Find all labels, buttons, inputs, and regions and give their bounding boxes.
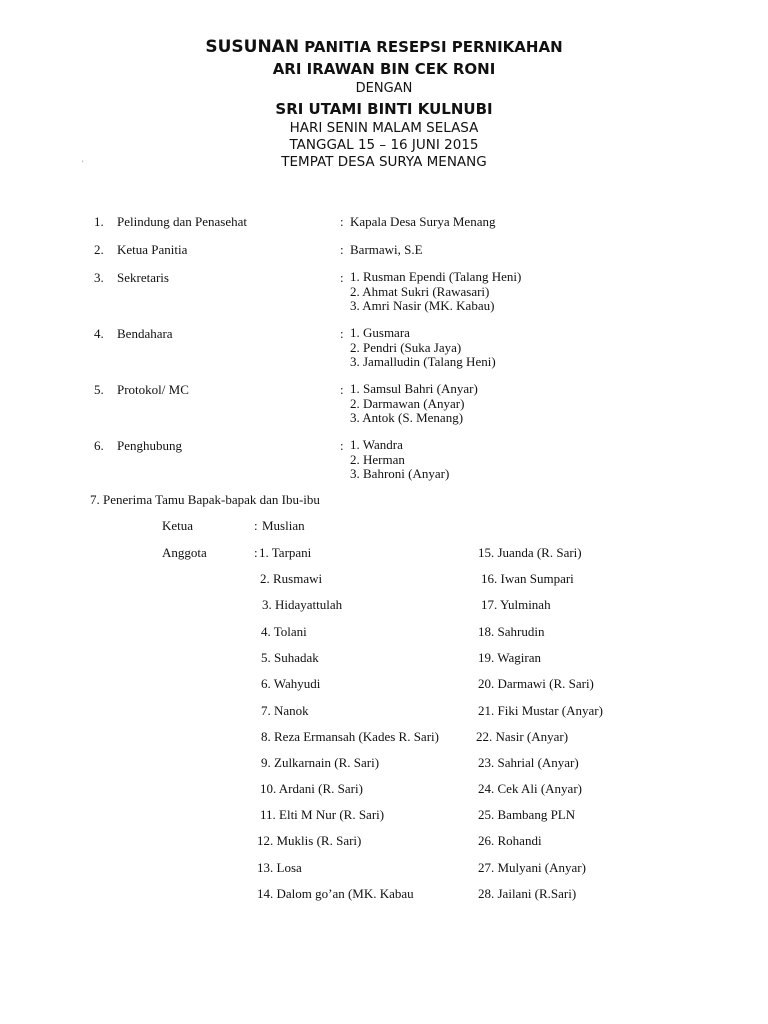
role-value-item: 3. Amri Nasir (MK. Kabau) <box>350 298 495 313</box>
member-item: 14. Dalom go’an (MK. Kabau <box>257 886 414 901</box>
member-item: 2. Rusmawi <box>260 571 323 586</box>
role-value: Kapala Desa Surya Menang <box>350 214 496 229</box>
member-item: 22. Nasir (Anyar) <box>476 729 569 744</box>
dengan-label: DENGAN <box>355 81 413 96</box>
member-item: 12. Muklis (R. Sari) <box>257 833 362 848</box>
member-item: 28. Jailani (R.Sari) <box>478 886 577 901</box>
member-item: 8. Reza Ermansah (Kades R. Sari) <box>261 729 439 744</box>
role-value-item: 3. Antok (S. Menang) <box>350 410 464 425</box>
anggota-colon: : <box>254 545 258 560</box>
title-line <box>0 36 768 58</box>
role-number: 5. <box>94 382 104 397</box>
event-day: HARI SENIN MALAM SELASA <box>289 120 479 136</box>
member-item: 23. Sahrial (Anyar) <box>478 755 579 770</box>
member-item: 16. Iwan Sumpari <box>481 571 574 586</box>
stray-mark: ' <box>82 160 84 167</box>
member-item: 19. Wagiran <box>478 650 541 665</box>
member-item: 1. Tarpani <box>259 545 312 560</box>
groom-name: ARI IRAWAN BIN CEK RONI <box>272 60 496 78</box>
role-value-item: 3. Bahroni (Anyar) <box>350 466 450 481</box>
role-value-item: 1. Wandra <box>350 437 403 452</box>
role-value-item: 2. Darmawan (Anyar) <box>350 395 465 411</box>
role-values <box>350 382 478 426</box>
anggota-label: Anggota <box>162 545 207 560</box>
role-label: Sekretaris <box>117 270 169 285</box>
role-label: Pelindung dan Penasehat <box>117 214 247 229</box>
role-colon: : <box>340 242 344 257</box>
role-value-item: 3. Jamalludin (Talang Heni) <box>350 354 496 369</box>
event-date: TANGGAL 15 – 16 JUNI 2015 <box>289 137 479 153</box>
member-item: 10. Ardani (R. Sari) <box>260 781 363 796</box>
role-value-item: 2. Pendri (Suka Jaya) <box>350 339 462 355</box>
member-item: 25. Bambang PLN <box>478 807 576 822</box>
role-label: Bendahara <box>117 326 173 341</box>
role-number: 1. <box>94 214 104 229</box>
member-item: 21. Fiki Mustar (Anyar) <box>478 703 603 718</box>
role-value-item: 2. Herman <box>350 451 405 467</box>
role-value: Barmawi, S.E <box>350 242 423 257</box>
member-item: 17. Yulminah <box>481 597 551 612</box>
role-number: 3. <box>94 270 104 285</box>
role-colon: : <box>340 326 344 341</box>
role-value-item: 1. Samsul Bahri (Anyar) <box>350 381 478 396</box>
member-item: 27. Mulyani (Anyar) <box>478 860 586 875</box>
ketua-name: Muslian <box>262 518 305 533</box>
role-label: Penghubung <box>117 438 182 453</box>
member-item: 6. Wahyudi <box>261 676 321 691</box>
role-value-item: 1. Rusman Ependi (Talang Heni) <box>350 269 522 284</box>
member-item: 4. Tolani <box>261 624 307 639</box>
role-colon: : <box>340 438 344 453</box>
member-item: 24. Cek Ali (Anyar) <box>478 781 582 796</box>
role-values <box>350 438 449 482</box>
role-colon: : <box>340 270 344 285</box>
member-item: 13. Losa <box>257 860 302 875</box>
role-label: Protokol/ MC <box>117 382 189 397</box>
role-number: 2. <box>94 242 104 257</box>
role-values <box>350 270 521 314</box>
role-values <box>350 326 496 370</box>
member-item: 7. Nanok <box>261 703 309 718</box>
title-susunan: SUSUNAN <box>205 37 300 57</box>
member-item: 26. Rohandi <box>478 833 542 848</box>
role-number: 4. <box>94 326 104 341</box>
role-label: Ketua Panitia <box>117 242 188 257</box>
member-item: 9. Zulkarnain (R. Sari) <box>261 755 380 770</box>
document-header <box>0 36 768 171</box>
role-number: 6. <box>94 438 104 453</box>
member-item: 11. Elti M Nur (R. Sari) <box>260 807 385 822</box>
member-item: 15. Juanda (R. Sari) <box>478 545 582 560</box>
member-item: 20. Darmawi (R. Sari) <box>478 676 594 691</box>
ketua-label: Ketua <box>162 518 194 533</box>
member-item: 5. Suhadak <box>261 650 319 665</box>
ketua-colon: : <box>254 518 258 533</box>
role-value-item: 2. Ahmat Sukri (Rawasari) <box>350 283 490 299</box>
member-item: 3. Hidayattulah <box>262 597 343 612</box>
role-value-item: 1. Gusmara <box>350 325 410 340</box>
role-colon: : <box>340 382 344 397</box>
event-place: TEMPAT DESA SURYA MENANG <box>281 154 487 170</box>
title-rest: PANITIA RESEPSI PERNIKAHAN <box>299 38 563 56</box>
role-colon: : <box>340 214 344 229</box>
penerima-tamu-title: 7. Penerima Tamu Bapak-bapak dan Ibu-ibu <box>90 492 320 507</box>
member-item: 18. Sahrudin <box>478 624 545 639</box>
bride-name: SRI UTAMI BINTI KULNUBI <box>275 100 493 118</box>
